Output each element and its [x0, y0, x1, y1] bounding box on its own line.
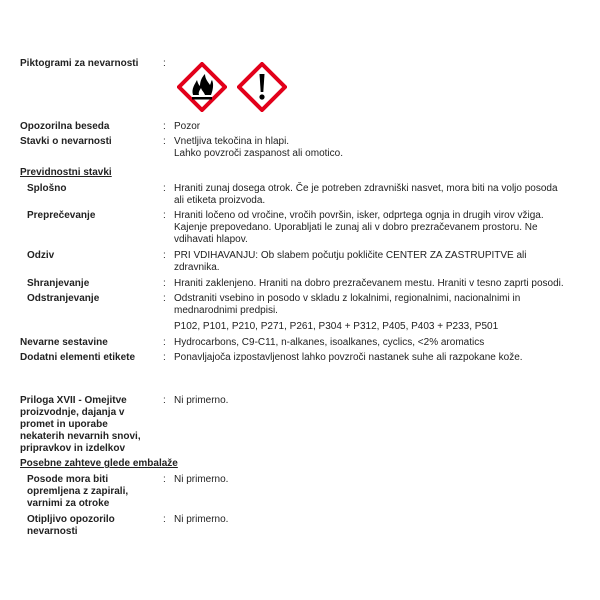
precautionary-heading: Previdnostni stavki — [20, 167, 112, 178]
response-value — [174, 250, 527, 274]
disposal-line: Odstraniti vsebino in posodo v skladu z lokalnimi, regionalnimi, nacionalnimi in — [174, 293, 521, 304]
general-line: ali etiketa proizvoda. — [174, 195, 266, 206]
hazardous-components-value: Hydrocarbons, C9-C11, n-alkanes, isoalkanes, cyclics, <2% aromatics — [174, 337, 485, 348]
general-label: Splošno — [27, 183, 67, 194]
disposal-value — [174, 293, 520, 317]
annex-label-line: Priloga XVII - Omejitve — [20, 395, 127, 406]
signal-word-label: Opozorilna beseda — [20, 121, 110, 132]
annex-xvii-value: Ni primerno. — [174, 395, 229, 406]
colon: : — [163, 250, 166, 261]
signal-word-value: Pozor — [174, 121, 201, 132]
annex-xvii-label — [20, 395, 141, 455]
colon: : — [163, 514, 166, 525]
hazard-line: Vnetljiva tekočina in hlapi. — [174, 136, 290, 147]
colon: : — [163, 474, 166, 485]
tactile-warning-value: Ni primerno. — [174, 514, 229, 525]
child-resistant-label-line: Posode mora biti — [27, 474, 109, 485]
annex-label-line: promet in uporabe — [20, 419, 108, 430]
colon: : — [163, 210, 166, 221]
prevention-line: Kajenje prepovedano. Uporabljati le zunaj ali v dobro prezračevanem prostoru. Ne — [174, 222, 538, 233]
prevention-label: Preprečevanje — [27, 210, 96, 221]
flame-icon — [177, 62, 227, 112]
disposal-line: mednarodnimi predpisi. — [174, 305, 278, 316]
p-codes: P102, P101, P210, P271, P261, P304 + P312, P405, P403 + P233, P501 — [174, 321, 499, 332]
tactile-warning-label — [27, 514, 115, 538]
colon: : — [163, 337, 166, 348]
child-resistant-label-line: varnimi za otroke — [27, 498, 110, 509]
response-line: PRI VDIHAVANJU: Ob slabem počutju pokličite CENTER ZA ZASTRUPITVE ali — [174, 250, 527, 261]
colon: : — [163, 352, 166, 363]
colon: : — [163, 58, 166, 69]
annex-label-line: nekaterih nevarnih snovi, — [20, 431, 141, 442]
supplemental-value: Ponavljajoča izpostavljenost lahko povzroči nastanek suhe ali razpokane kože. — [174, 352, 523, 363]
hazard-line: Lahko povzroči zaspanost ali omotico. — [174, 148, 343, 159]
colon: : — [163, 293, 166, 304]
general-line: Hraniti zunaj dosega otrok. Če je potreben zdravniški nasvet, mora biti na voljo posoda — [174, 183, 558, 194]
hazard-statements-label: Stavki o nevarnosti — [20, 136, 112, 147]
prevention-line: vdihavati hlapov. — [174, 234, 248, 245]
colon: : — [163, 121, 166, 132]
hazard-statements-value — [174, 136, 343, 160]
response-label: Odziv — [27, 250, 55, 261]
child-resistant-label-line: opremljena z zapirali, — [27, 486, 129, 497]
hazardous-components-label: Nevarne sestavine — [20, 337, 108, 348]
colon: : — [163, 136, 166, 147]
tactile-warning-label-line: nevarnosti — [27, 526, 78, 537]
annex-label-line: proizvodnje, dajanja v — [20, 407, 125, 418]
colon: : — [163, 278, 166, 289]
child-resistant-label — [27, 474, 128, 510]
pictograms-label: Piktogrami za nevarnosti — [20, 58, 139, 69]
child-resistant-value: Ni primerno. — [174, 474, 229, 485]
supplemental-label: Dodatni elementi etikete — [20, 352, 136, 363]
tactile-warning-label-line: Otipljivo opozorilo — [27, 514, 115, 525]
prevention-value — [174, 210, 544, 246]
response-line: zdravnika. — [174, 262, 220, 273]
storage-label: Shranjevanje — [27, 278, 90, 289]
annex-label-line: pripravkov in izdelkov — [20, 443, 126, 454]
colon: : — [163, 395, 166, 406]
colon: : — [163, 183, 166, 194]
packaging-heading: Posebne zahteve glede embalaže — [20, 458, 178, 469]
prevention-line: Hraniti ločeno od vročine, vročih površin, isker, odprtega ognja in drugih virov vžiga. — [174, 210, 544, 221]
storage-value: Hraniti zaklenjeno. Hraniti na dobro prezračevanem mestu. Hraniti v tesno zaprti posodi. — [174, 278, 564, 289]
disposal-label: Odstranjevanje — [27, 293, 100, 304]
exclamation-mark-icon — [237, 62, 287, 112]
general-value — [174, 183, 558, 207]
